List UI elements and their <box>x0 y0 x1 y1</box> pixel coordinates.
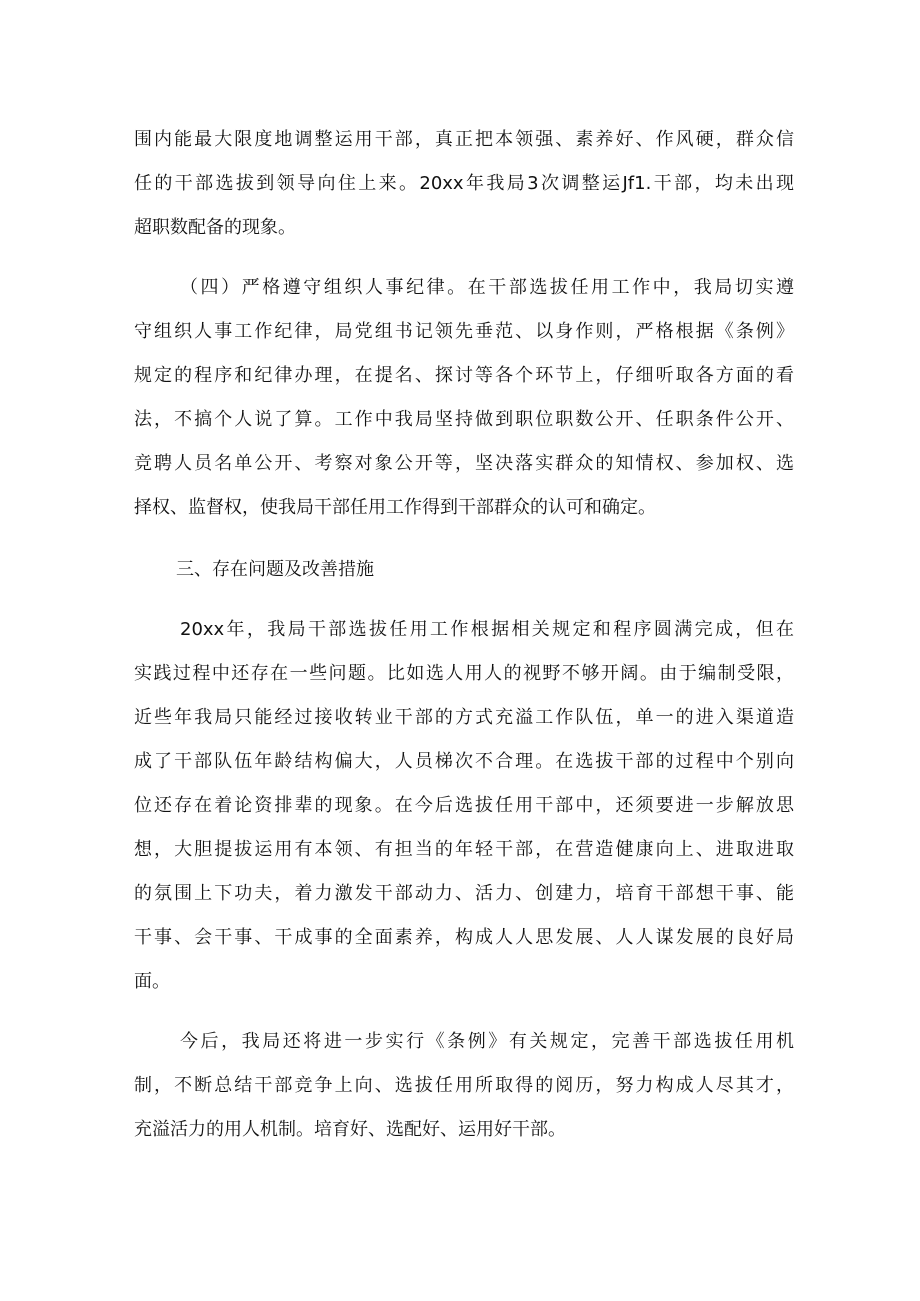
paragraph-3-line-8: 干事、会干事、干成事的全面素养，构成人人思发展、人人谋发展的良好局 <box>134 927 794 948</box>
paragraph-2-line-3: 规定的程序和纪律办理，在提名、探讨等各个环节上，仔细听取各方面的看 <box>134 365 794 386</box>
paragraph-4-line-2: 制，不断总结干部竞争上向、选拔任用所取得的阅历，努力构成人尽其才， <box>134 1075 794 1096</box>
paragraph-2-line-5: 竞聘人员名单公开、考察对象公开等，坚决落实群众的知情权、参加权、选 <box>134 453 794 474</box>
paragraph-2-line-2: 守组织人事工作纪律，局党组书记领先垂范、以身作则，严格根据《条例》 <box>134 321 794 342</box>
section-heading: 三、存在问题及改善措施 <box>176 559 374 580</box>
paragraph-1-line-1: 围内能最大限度地调整运用干部，真正把本领强、素养好、作风硬，群众信 <box>134 129 794 150</box>
paragraph-3-line-7: 的氛围上下功夫，着力激发干部动力、活力、创建力，培育干部想干事、能 <box>134 883 794 904</box>
paragraph-2-line-6: 择权、监督权，使我局干部任用工作得到干部群众的认可和确定。 <box>134 497 656 518</box>
paragraph-1-line-2: 任的干部选拔到领导向住上来。20xx年我局3次调整运Jf1.干部，均未出现 <box>134 173 794 194</box>
paragraph-1-line-3: 超职数配备的现象。 <box>134 217 296 238</box>
paragraph-3-line-5: 位还存在着论资排辈的现象。在今后选拔任用干部中，还须要进一步解放思 <box>134 795 794 816</box>
paragraph-2-line-4: 法，不搞个人说了算。工作中我局坚持做到职位职数公开、任职条件公开、 <box>134 409 794 430</box>
paragraph-3-line-9: 面。 <box>134 971 170 992</box>
paragraph-3-line-4: 成了干部队伍年龄结构偏大，人员梯次不合理。在选拔干部的过程中个别向 <box>134 751 794 772</box>
paragraph-4-line-1: 今后，我局还将进一步实行《条例》有关规定，完善干部选拔任用机 <box>180 1031 794 1052</box>
paragraph-4-line-3: 充溢活力的用人机制。培育好、选配好、运用好干部。 <box>134 1119 566 1140</box>
paragraph-3-line-6: 想，大胆提拔运用有本领、有担当的年轻干部，在营造健康向上、进取进取 <box>134 839 794 860</box>
paragraph-2-line-1: （四）严格遵守组织人事纪律。在干部选拔任用工作中，我局切实遵 <box>180 277 794 298</box>
paragraph-3-line-3: 近些年我局只能经过接收转业干部的方式充溢工作队伍，单一的进入渠道造 <box>134 707 794 728</box>
paragraph-3-line-1: 20xx年，我局干部选拔任用工作根据相关规定和程序圆满完成，但在 <box>180 619 794 640</box>
paragraph-3-line-2: 实践过程中还存在一些问题。比如选人用人的视野不够开阔。由于编制受限， <box>134 663 794 684</box>
